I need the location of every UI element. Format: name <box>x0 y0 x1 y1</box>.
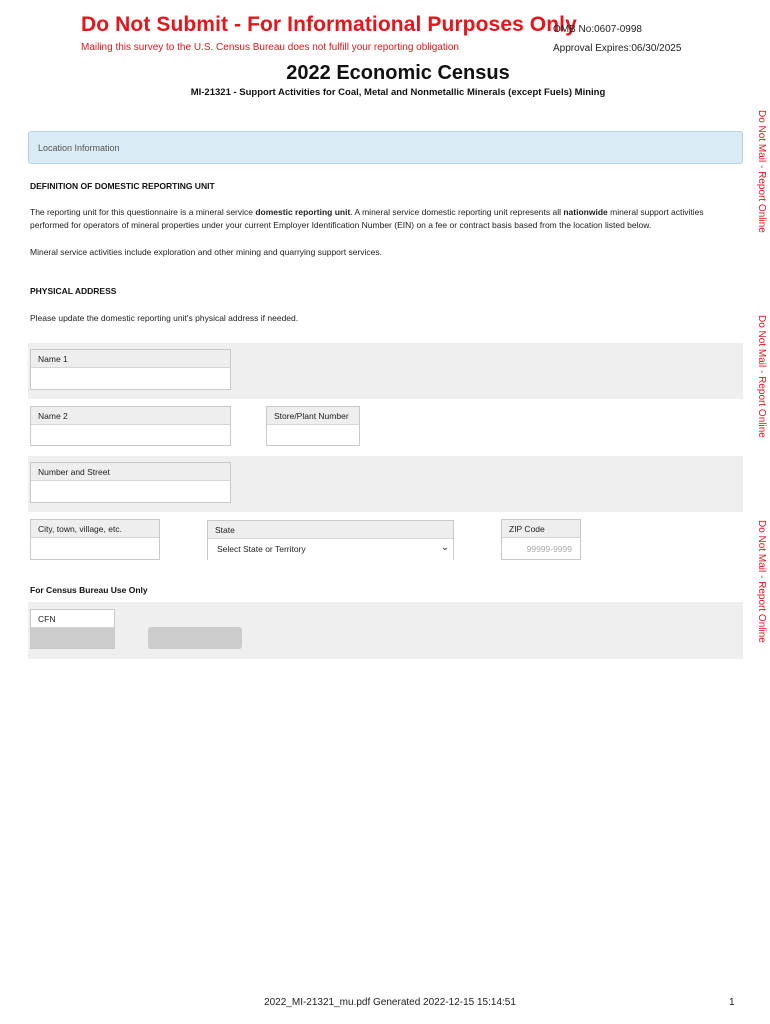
zip-input[interactable] <box>502 538 580 559</box>
zip-label: ZIP Code <box>502 520 580 538</box>
name1-input[interactable] <box>31 368 230 389</box>
state-selected-value: Select State or Territory <box>217 544 306 554</box>
street-input[interactable] <box>31 481 230 502</box>
definition-paragraph <box>30 206 730 232</box>
definition-emphasis: nationwide <box>563 207 608 217</box>
side-note-report-online: Do Not Mail - Report Online <box>756 110 767 233</box>
physical-address-heading: PHYSICAL ADDRESS <box>30 286 117 296</box>
footer-generated: 2022_MI-21321_mu.pdf Generated 2022-12-15 15:14:51 <box>264 997 516 1008</box>
state-field <box>207 520 454 560</box>
definition-emphasis: domestic reporting unit <box>255 207 351 217</box>
state-select[interactable] <box>208 539 453 560</box>
census-use-heading: For Census Bureau Use Only <box>30 585 148 595</box>
side-note-report-online: Do Not Mail - Report Online <box>756 315 767 438</box>
census-use-box <box>148 627 242 649</box>
state-label: State <box>208 521 453 539</box>
name2-field <box>30 406 231 446</box>
page-title: 2022 Economic Census <box>286 62 510 84</box>
page-number: 1 <box>729 997 735 1008</box>
chevron-down-icon: ⌄ <box>440 542 449 553</box>
street-label: Number and Street <box>31 463 230 481</box>
omb-number: OMB No:0607-0998 <box>553 24 642 35</box>
definition-text: mineral support activities performed for operators of mineral properties under your current Employer Identification Number (EIN) on a fee or contract basis based from the location listed below. <box>30 207 704 230</box>
name1-field <box>30 349 231 390</box>
name1-label: Name 1 <box>31 350 230 368</box>
zip-field <box>501 519 581 560</box>
physical-address-instruction: Please update the domestic reporting unit's physical address if needed. <box>30 313 299 323</box>
location-information-label: Location Information <box>38 143 120 153</box>
store-plant-label: Store/Plant Number <box>267 407 359 425</box>
definition-text: . A mineral service domestic reporting unit represents all <box>350 207 564 217</box>
name2-label: Name 2 <box>31 407 230 425</box>
store-plant-input[interactable] <box>267 425 359 445</box>
approval-expiration: Approval Expires:06/30/2025 <box>553 43 682 54</box>
definition-heading: DEFINITION OF DOMESTIC REPORTING UNIT <box>30 181 215 191</box>
cfn-label: CFN <box>31 610 114 628</box>
definition-text: The reporting unit for this questionnaire is a mineral service <box>30 207 256 217</box>
city-input[interactable] <box>31 538 159 559</box>
warning-subtitle: Mailing this survey to the U.S. Census Bureau does not fulfill your reporting obligation <box>81 42 459 53</box>
location-information-banner <box>28 131 743 164</box>
mineral-service-paragraph: Mineral service activities include exploration and other mining and quarrying support services. <box>30 247 382 257</box>
census-use-row <box>28 602 743 659</box>
side-note-report-online: Do Not Mail - Report Online <box>756 520 767 643</box>
cfn-field <box>30 609 115 649</box>
form-subtitle: MI-21321 - Support Activities for Coal, Metal and Nonmetallic Minerals (except Fuels) Mining <box>190 87 606 98</box>
city-field <box>30 519 160 560</box>
name2-input[interactable] <box>31 425 230 445</box>
city-label: City, town, village, etc. <box>31 520 159 538</box>
street-field <box>30 462 231 503</box>
store-plant-field <box>266 406 360 446</box>
warning-title: Do Not Submit - For Informational Purposes Only <box>81 13 577 36</box>
